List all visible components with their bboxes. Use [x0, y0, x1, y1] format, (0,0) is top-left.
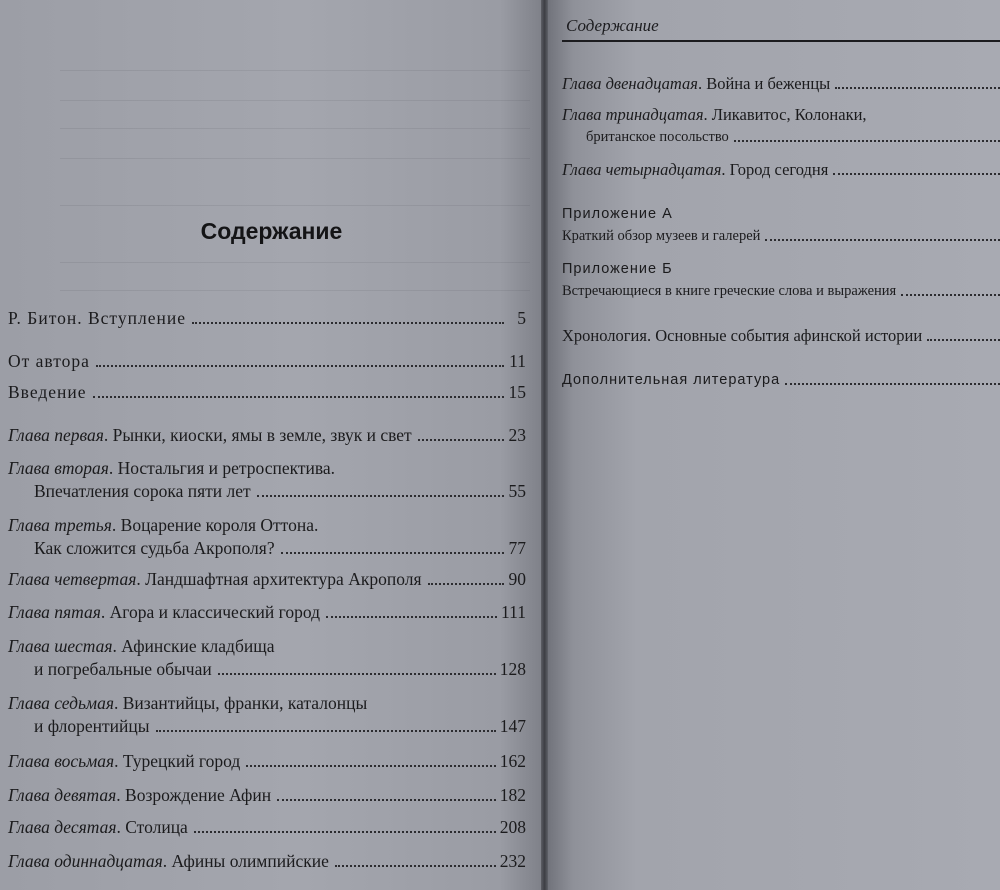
toc-entry — [8, 457, 526, 503]
toc-entry — [8, 424, 526, 447]
toc-entry — [562, 369, 1000, 391]
entry-title: . Ландшафтная архитектура Акрополя — [136, 569, 422, 589]
page-number: 147 — [499, 716, 526, 736]
toc-entry — [8, 568, 526, 591]
chapter-label: Глава четвертая — [8, 569, 137, 589]
running-header: Содержание — [566, 16, 659, 35]
entry-title-continued: Как сложится судьба Акрополя? — [34, 538, 275, 558]
entry-title: . Возрождение Афин — [116, 785, 272, 805]
chapter-label: Глава тринадцатая — [562, 105, 704, 124]
book-gutter — [541, 0, 548, 890]
chapter-label: Глава седьмая — [8, 693, 114, 713]
toc-entry — [8, 784, 526, 807]
chapter-label: Глава вторая — [8, 458, 109, 478]
entry-title: . Ностальгия и ретроспектива. — [108, 458, 336, 478]
toc-entry — [562, 73, 1000, 95]
entry-title-continued: и погребальные обычаи — [34, 659, 212, 679]
page-number: 55 — [508, 481, 526, 501]
page-title: Содержание — [200, 218, 343, 244]
appendix-heading: Приложение А — [562, 206, 673, 222]
entry-title: Встречающиеся в книге греческие слова и выражения — [562, 283, 897, 299]
entry-title: . Столица — [116, 817, 188, 837]
toc-entry — [8, 307, 526, 330]
toc-entry — [8, 635, 526, 681]
header-rule — [562, 40, 1000, 42]
entry-title: . Афины олимпийские — [162, 851, 329, 871]
toc-entry — [562, 325, 1000, 347]
toc-entry — [8, 850, 526, 873]
chapter-label: Глава двенадцатая — [562, 74, 698, 93]
page-number: 5 — [517, 308, 526, 328]
entry-title: Р. Битон. Вступление — [8, 308, 186, 328]
page-number: 77 — [508, 538, 526, 558]
page-number: 232 — [499, 851, 526, 871]
entry-title: Введение — [8, 382, 87, 402]
toc-entry — [8, 692, 526, 738]
page-number: 23 — [508, 425, 526, 445]
chapter-label: Глава третья — [8, 515, 112, 535]
entry-title: . Рынки, киоски, ямы в земле, звук и свет — [103, 425, 412, 445]
page-number: 128 — [499, 659, 526, 679]
page-number: 111 — [501, 602, 526, 622]
entry-title: . Афинские кладбища — [112, 636, 275, 656]
entry-title: Хронология. Основные события афинской истории — [562, 326, 923, 345]
page-number: 15 — [508, 382, 526, 402]
page-number: 11 — [509, 351, 526, 371]
entry-title: От автора — [8, 351, 90, 371]
chapter-label: Глава девятая — [8, 785, 117, 805]
chapter-label: Глава десятая — [8, 817, 117, 837]
entry-title: . Война и беженцы — [697, 74, 831, 93]
entry-title-continued: Впечатления сорока пяти лет — [34, 481, 251, 501]
chapter-label: Глава пятая — [8, 602, 101, 622]
page-number: 182 — [499, 785, 526, 805]
entry-title: . Ликавитос, Колонаки, — [703, 105, 867, 124]
toc-entry — [562, 258, 1000, 302]
entry-title-continued: британское посольство — [586, 129, 729, 145]
toc-entry — [562, 104, 1000, 148]
chapter-label: Глава одиннадцатая — [8, 851, 163, 871]
toc-entry — [8, 381, 526, 404]
toc-entry — [8, 750, 526, 773]
appendix-heading: Приложение Б — [562, 261, 673, 277]
toc-entry — [8, 816, 526, 839]
chapter-label: Глава первая — [8, 425, 104, 445]
toc-entry — [562, 159, 1000, 181]
toc-entry — [562, 203, 1000, 247]
page-number: 162 — [499, 751, 526, 771]
entry-title: . Византийцы, франки, каталонцы — [113, 693, 368, 713]
entry-title: . Турецкий город — [114, 751, 241, 771]
entry-title: . Воцарение короля Оттона. — [111, 515, 319, 535]
entry-title: Краткий обзор музеев и галерей — [562, 228, 761, 244]
chapter-label: Глава восьмая — [8, 751, 115, 771]
page-number: 90 — [508, 569, 526, 589]
chapter-label: Глава четырнадцатая — [562, 160, 722, 179]
entry-title: Дополнительная литература — [562, 372, 781, 388]
entry-title: . Город сегодня — [721, 160, 829, 179]
toc-entry — [8, 601, 526, 624]
page-number: 208 — [499, 817, 526, 837]
chapter-label: Глава шестая — [8, 636, 113, 656]
toc-entry — [8, 350, 526, 373]
toc-entry — [8, 514, 526, 560]
entry-title: . Агора и классический город — [100, 602, 321, 622]
entry-title-continued: и флорентийцы — [34, 716, 150, 736]
